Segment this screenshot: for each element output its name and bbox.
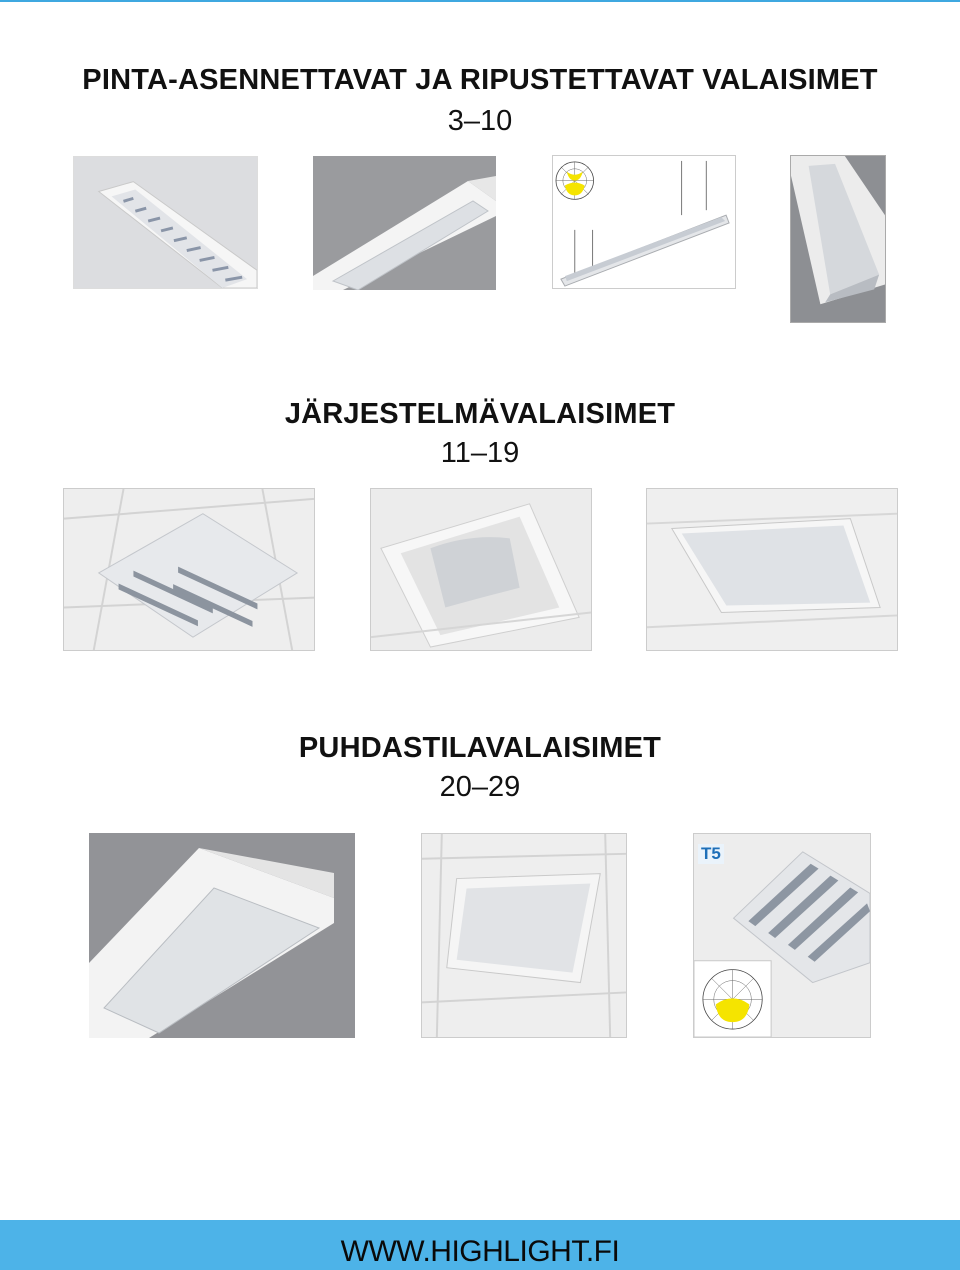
luminaire-photo-recessed-diffuser	[370, 488, 592, 651]
luminaire-photo-suspended	[552, 155, 736, 289]
luminaire-photo-surface-louvre	[73, 156, 258, 289]
luminaire-photo-cleanroom-surface	[89, 833, 355, 1038]
luminaire-photo-wall-corner	[790, 155, 886, 323]
top-rule	[0, 0, 960, 2]
section-3-range: 20–29	[439, 771, 521, 803]
footer-url-link[interactable]: WWW.HIGHLIGHT.FI	[340, 1235, 620, 1268]
luminaire-photo-surface-prismatic	[313, 156, 496, 290]
luminaire-photo-recessed-louvre	[63, 488, 315, 651]
section-2-title: JÄRJESTELMÄVALAISIMET	[284, 398, 676, 430]
section-1-title: PINTA-ASENNETTAVAT JA RIPUSTETTAVAT VALAISIMET	[82, 64, 878, 96]
section-1-range: 3–10	[447, 105, 513, 137]
t5-badge: T5	[698, 844, 724, 864]
luminaire-photo-cleanroom-t5	[693, 833, 871, 1038]
luminaire-photo-cleanroom-recessed	[421, 833, 627, 1038]
section-2-range: 11–19	[440, 437, 520, 469]
footer-bar	[0, 1220, 960, 1270]
luminaire-photo-recessed-panel	[646, 488, 898, 651]
section-3-title: PUHDASTILAVALAISIMET	[298, 732, 662, 764]
